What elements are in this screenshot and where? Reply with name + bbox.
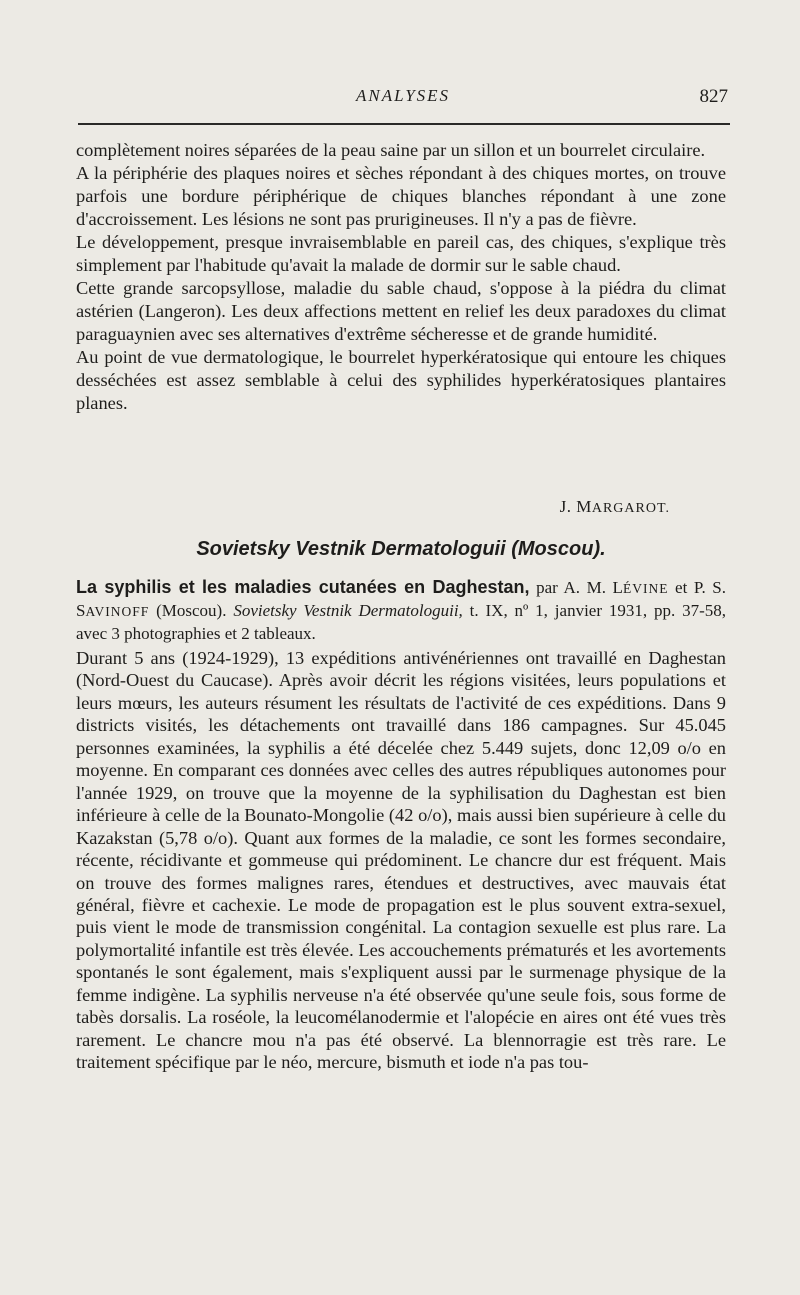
- paragraph: A la périphérie des plaques noires et sèches répondant à des chiques mortes, on trouve parfois une bordure périphérique de chiques blanches répondant à une zone d'accroissement. Les lésions ne sont pas prurigineuses. Il n'y a pas de fièvre.: [76, 163, 726, 229]
- page-number: 827: [699, 86, 728, 107]
- paragraph: Le développement, presque invraisemblable en pareil cas, des chiques, s'explique très simplement par l'habitude qu'avait la malade de dormir sur le sable chaud.: [76, 232, 726, 275]
- article-journal: Sovietsky Vestnik Dermatologuii,: [233, 601, 463, 620]
- signature-surname: ARGAROT.: [591, 501, 670, 516]
- article-and: et P. S. S: [76, 578, 727, 620]
- article-details: t. IX, nº 1, janvier 1931, pp. 37-58, avec 3 photographies et 2 tableaux.: [76, 601, 726, 643]
- paragraph: complètement noires séparées de la peau saine par un sillon et un bourrelet circulaire.: [76, 140, 706, 160]
- article-reference: [76, 576, 726, 645]
- paragraph: Cette grande sarcopsyllose, maladie du sable chaud, s'oppose à la piédra du climat astérien (Langeron). Les deux affections mettent en relief les deux paradoxes du climat paraguaynien avec ses alternatives d'extrême sécheresse et de grande humidité.: [76, 278, 726, 344]
- journal-heading: Sovietsky Vestnik Dermatologuii (Moscou).: [196, 538, 606, 560]
- continued-text-block: [76, 139, 726, 415]
- paragraph: Durant 5 ans (1924-1929), 13 expéditions antivénériennes ont travaillé en Daghestan (Nord-Ouest du Caucase). Après avoir décrit les régions visitées, leurs populations et leurs mœurs, les auteurs résument les résultats de l'activité de ces expéditions. Dans 9 districts visités, les détachements ont travaillé dans 186 campagnes. Sur 45.045 personnes examinées, la syphilis a été décelée chez 5.449 sujets, donc 12,09 o/o en moyenne. En comparant ces données avec celles des autres républiques autonomes pour l'année 1929, on trouve que la moyenne de la syphilisation du Daghestan est bien inférieure à celle de la Bounato-Mongolie (42 o/o), mais aussi bien supérieure à celle du Kazakstan (5,78 o/o). Quant aux formes de la maladie, ce sont les formes secondaire, récente, récidivante et gommeuse qui prédominent. Le chancre dur est fréquent. Mais on trouve des formes malignes rares, étendues et destructives, avec mauvais état général, fièvre et cachexie. Le mode de propagation est le plus souvent extra-sexuel, puis vient le mode de transmission congénital. La contagion sexuelle est plus rare. La polymortalité infantile est très élevée. Les accouchements prématurés et les avortements spontanés le sont également, mais s'expliquent aussi par le surmenage physique de la femme indigène. La syphilis nerveuse n'a été observée qu'une seule fois, sous forme de tabès dorsalis. La roséole, la leucomélanodermie et l'alopécie en aires ont été vues très rarement. Le chancre mou n'a pas été observé. La blennorragie est très rare. Le traitement spécifique par le néo, mercure, bismuth et iode n'a pas tou-: [76, 648, 726, 1073]
- article-title: La syphilis et les maladies cutanées en Daghestan,: [76, 577, 530, 597]
- article-affiliation: (Moscou).: [149, 601, 234, 620]
- running-title: ANALYSES: [355, 86, 451, 105]
- paragraph: Au point de vue dermatologique, le bourrelet hyperkératosique qui entoure les chiques desséchées est assez semblable à celui des syphilides hyperkératosiques plantaires planes.: [76, 347, 726, 413]
- author-signature: [560, 497, 670, 517]
- author2-name: AVINOFF: [85, 604, 150, 619]
- signature-initial: J. M: [559, 497, 592, 516]
- article-by: par A. M. L: [529, 578, 623, 597]
- running-head: [78, 86, 728, 114]
- author1-name: ÉVINE: [622, 581, 669, 596]
- header-rule: [78, 123, 730, 125]
- abstract-text-block: [76, 647, 726, 1074]
